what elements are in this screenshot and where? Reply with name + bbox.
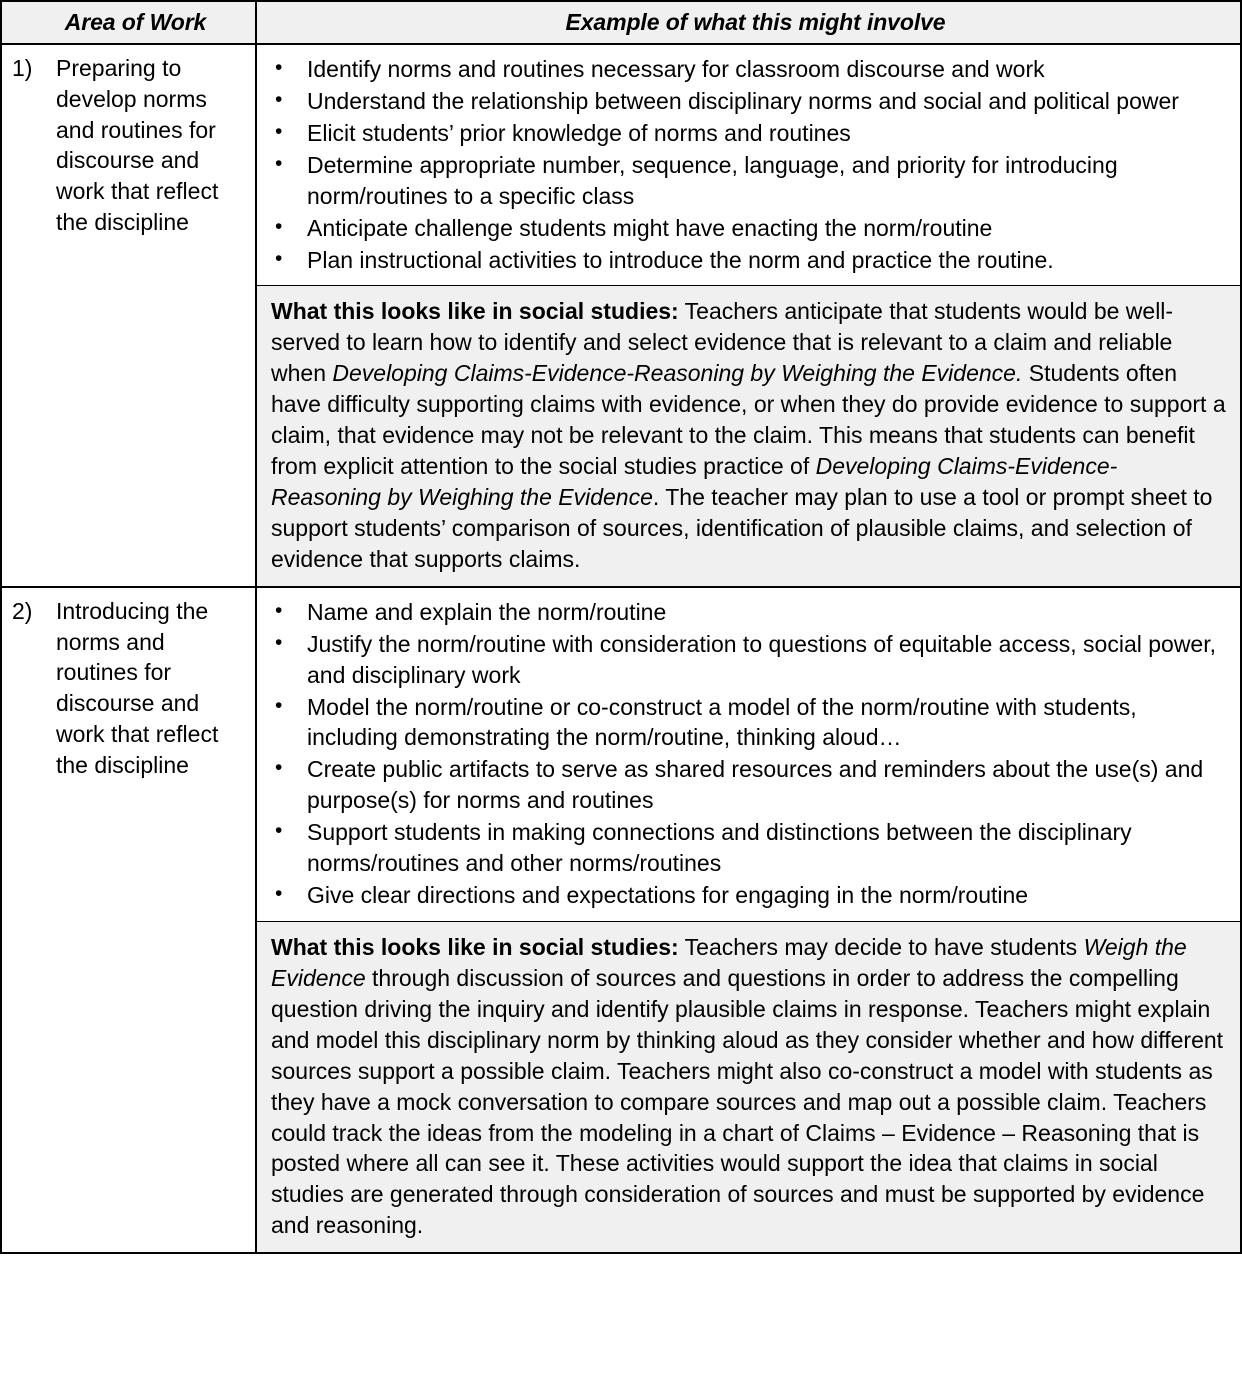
area-item-number-1: 1) [12, 55, 33, 81]
list-item: • Give clear directions and expectations for engaging in the norm/routine [257, 880, 1228, 911]
area-item-number-2: 2) [12, 597, 33, 624]
note-text: through discussion of sources and questions in order to address the compelling question driving the inquiry and identify plausible claims in response. Teachers might explain and model this disciplinary norm by thinking aloud as they consider whether and how different sources support a possible claim. Teachers might also co-construct a model with students as they have a mock conversation to compare sources and map out a possible claim. Teachers could track the ideas from the modeling in a chart of Claims – Evidence – Reasoning that is posted where all can see it. These activities would support the idea that claims in social studies are generated through consideration of sources and must be supported by evidence and reasoning. [271, 964, 1224, 1239]
table-body [1, 1, 1241, 1253]
list-item: • Name and explain the norm/routine [257, 597, 1228, 628]
list-item: • Understand the relationship between disciplinary norms and social and political power [257, 86, 1228, 117]
note-text: Teachers may decide to have students [678, 933, 1084, 960]
example-bullets-cell-1 [256, 44, 1241, 286]
list-item: • Anticipate challenge students might have enacting the norm/routine [257, 213, 1228, 244]
area-of-work-cell-1 [1, 44, 256, 587]
bullet-list-1 [257, 45, 1240, 285]
table-row [1, 44, 1241, 286]
note-text: Teachers anticipate that students would be well-served to learn how to identify and select evidence that is relevant to a claim and reliable when [271, 298, 1174, 387]
note-italic-phrase: Developing Claims-Evidence-Reasoning by Weighing the Evidence [271, 453, 1118, 510]
note-lead-in: What this looks like in social studies: [271, 933, 679, 960]
table-row [1, 587, 1241, 922]
area-item-label-2: Introducing the norms and routines for discourse and work that reflect the discipline [56, 597, 219, 778]
note-cell-2 [256, 921, 1241, 1253]
bullet-list-2 [257, 588, 1240, 921]
column-header-example: Example of what this might involve [256, 1, 1241, 44]
note-cell-1 [256, 286, 1241, 587]
example-bullets-cell-2 [256, 587, 1241, 922]
note-text: . The teacher may plan to use a tool or prompt sheet to support students’ comparison of sources, identification of plausible claims, and selection of evidence that supports claims. [271, 483, 1213, 572]
list-item: • Plan instructional activities to introduce the norm and practice the routine. [257, 245, 1228, 276]
table-header-row [1, 1, 1241, 44]
column-header-area-of-work: Area of Work [1, 1, 256, 44]
list-item: • Create public artifacts to serve as shared resources and reminders about the use(s) and purpose(s) for norms and routines [257, 754, 1228, 816]
list-item: • Elicit students’ prior knowledge of norms and routines [257, 118, 1228, 149]
list-item: • Support students in making connections and distinctions between the disciplinary norms/routines and other norms/routines [257, 817, 1228, 879]
list-item: • Identify norms and routines necessary for classroom discourse and work [257, 54, 1228, 85]
note-text: Students often have difficulty supporting claims with evidence, or when they do provide evidence to support a claim, that evidence may not be relevant to the claim. This means that students can benefit from explicit attention to the social studies practice of [271, 360, 1226, 480]
list-item: • Justify the norm/routine with consideration to questions of equitable access, social power, and disciplinary work [257, 629, 1228, 691]
note-italic-phrase: Developing Claims-Evidence-Reasoning by Weighing the Evidence. [332, 360, 1023, 387]
list-item: • Determine appropriate number, sequence, language, and priority for introducing norm/routines to a specific class [257, 150, 1228, 212]
area-of-work-cell-2 [1, 587, 256, 1253]
area-item-label-1: Preparing to develop norms and routines for discourse and work that reflect the discipline [56, 55, 219, 236]
note-italic-phrase: Weigh the Evidence [271, 933, 1187, 991]
list-item: • Model the norm/routine or co-construct a model of the norm/routine with students, including demonstrating the norm/routine, thinking aloud… [257, 692, 1228, 754]
note-lead-in: What this looks like in social studies: [271, 298, 679, 325]
